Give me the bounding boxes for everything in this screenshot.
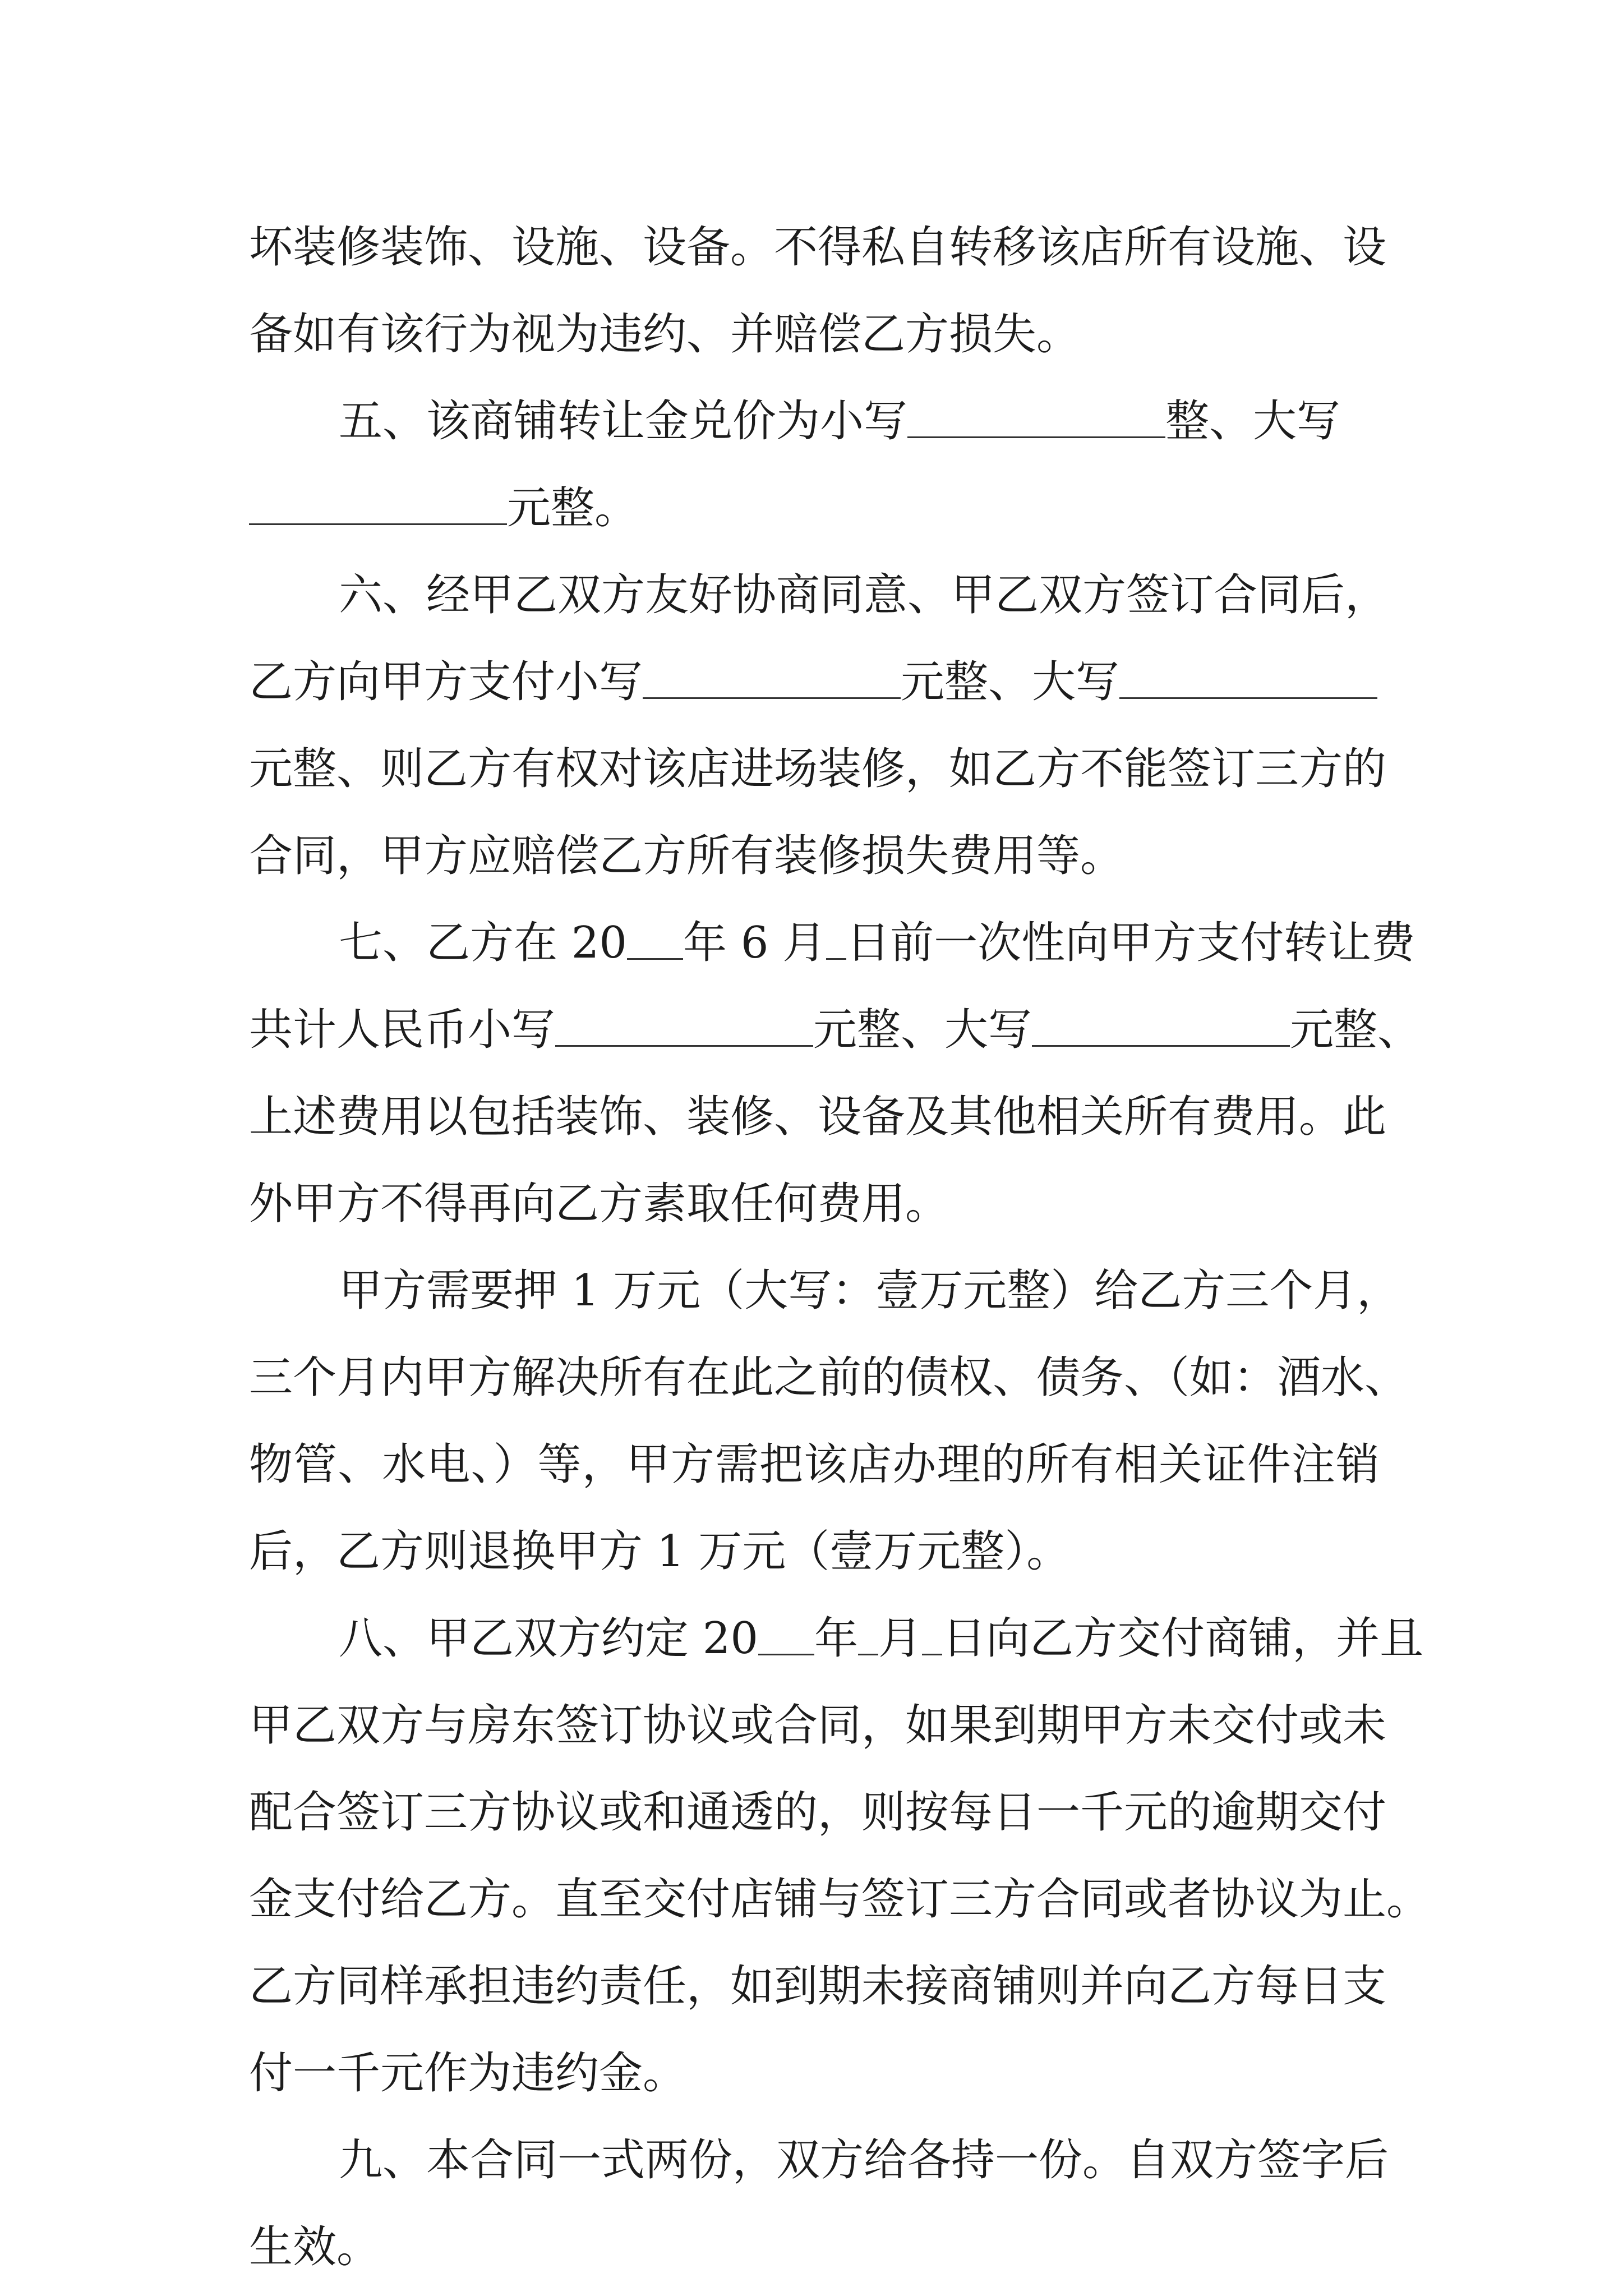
- text-line: [249, 2204, 1380, 2291]
- text-line: [249, 1335, 1409, 1421]
- text-line: [249, 813, 1380, 900]
- text-line: [249, 1943, 1387, 2030]
- line-text: 金支付给乙方。直至交付店铺与签订三方合同或者协议为止。: [249, 1874, 1431, 1925]
- text-line: [249, 1421, 1380, 1508]
- line-text: 坏装修装饰、设施、设备。不得私自转移该店所有设施、设: [249, 222, 1387, 273]
- line-text: 物管、水电、）等，甲方需把该店办理的所有相关证件注销: [249, 1439, 1380, 1490]
- line-text: 共计人民币小写: [249, 1005, 556, 1055]
- line-text: 元整。: [507, 483, 639, 533]
- line-text: 配合签订三方协议或和通透的，则按每日一千元的逾期交付: [249, 1787, 1387, 1838]
- line-text: 甲方需要押 1 万元（大写：壹万元整）给乙方三个月，: [339, 1266, 1401, 1316]
- line-text: 日向乙方交付商铺，并且: [942, 1613, 1424, 1664]
- line-text: 付一千元作为违约金。: [249, 2048, 687, 2099]
- contract-body: [249, 204, 1431, 2291]
- line-text: 日前一次性向甲方支付转让费: [846, 918, 1415, 968]
- text-line: [249, 465, 1380, 552]
- line-text: 乙方同样承担违约责任，如到期未接商铺则并向乙方每日支: [249, 1961, 1387, 2012]
- text-line: [249, 1856, 1431, 1943]
- line-text: 乙方向甲方支付小写: [249, 657, 643, 707]
- line-text: 年 6 月: [683, 918, 827, 968]
- line-text: 生效。: [249, 2222, 381, 2272]
- text-line: [249, 291, 1380, 378]
- day-blank[interactable]: [922, 1612, 942, 1655]
- year-blank[interactable]: [627, 917, 683, 960]
- line-text: 合同，甲方应赔偿乙方所有装修损失费用等。: [249, 831, 1124, 881]
- amount-blank[interactable]: [555, 1004, 813, 1047]
- clause-7-line: [249, 900, 1415, 987]
- line-text: 甲乙双方与房东签订协议或合同，如果到期甲方未交付或未: [249, 1700, 1387, 1751]
- text-line: [249, 1682, 1387, 1769]
- text-line: [249, 1769, 1387, 1856]
- text-line: [249, 726, 1387, 813]
- text-line: [249, 1074, 1387, 1161]
- text-line: [249, 987, 1422, 1074]
- day-blank[interactable]: [826, 917, 846, 960]
- amount-blank[interactable]: [643, 656, 901, 699]
- text-line: [249, 1508, 1380, 1595]
- year-blank[interactable]: [758, 1612, 814, 1655]
- line-text: 整、大写: [1165, 396, 1341, 447]
- text-line: [249, 639, 1380, 726]
- month-blank[interactable]: [858, 1612, 878, 1655]
- line-text: 六、经甲乙双方友好协商同意、甲乙双方签订合同后，: [339, 570, 1389, 620]
- deposit-line: [249, 1248, 1401, 1335]
- line-text: 后，乙方则退换甲方 1 万元（壹万元整）。: [249, 1526, 1071, 1577]
- line-text: 三个月内甲方解决所有在此之前的债权、债务、（如：酒水、: [249, 1352, 1409, 1403]
- line-text: 八、甲乙双方约定 20: [339, 1613, 759, 1664]
- clause-5-line: [249, 378, 1380, 465]
- line-text: 五、该商铺转让金兑价为小写: [339, 396, 908, 447]
- line-text: 元整、则乙方有权对该店进场装修，如乙方不能签订三方的: [249, 744, 1387, 794]
- amount-blank[interactable]: [249, 482, 507, 525]
- clause-6-line: [249, 552, 1389, 639]
- line-text: 元整、大写: [813, 1005, 1032, 1055]
- text-line: [249, 1161, 1380, 1248]
- line-text: 九、本合同一式两份，双方给各持一份。自双方签字后: [339, 2135, 1389, 2185]
- amount-blank[interactable]: [1032, 1004, 1290, 1047]
- text-line: [249, 204, 1387, 291]
- line-text: 外甲方不得再向乙方素取任何费用。: [249, 1179, 949, 1229]
- line-text: 月: [878, 1613, 923, 1664]
- text-line: [249, 2030, 1380, 2117]
- line-text: 年: [814, 1613, 859, 1664]
- line-text: 备如有该行为视为违约、并赔偿乙方损失。: [249, 309, 1081, 360]
- line-text: 上述费用以包括装饰、装修、设备及其他相关所有费用。此: [249, 1092, 1387, 1142]
- amount-blank[interactable]: [1119, 656, 1377, 699]
- clause-8-line: [249, 1595, 1424, 1682]
- line-text: 七、乙方在 20: [339, 918, 628, 968]
- line-text: 元整、: [1290, 1005, 1422, 1055]
- amount-blank[interactable]: [907, 395, 1165, 438]
- clause-9-line: [249, 2117, 1389, 2204]
- line-text: 元整、大写: [901, 657, 1120, 707]
